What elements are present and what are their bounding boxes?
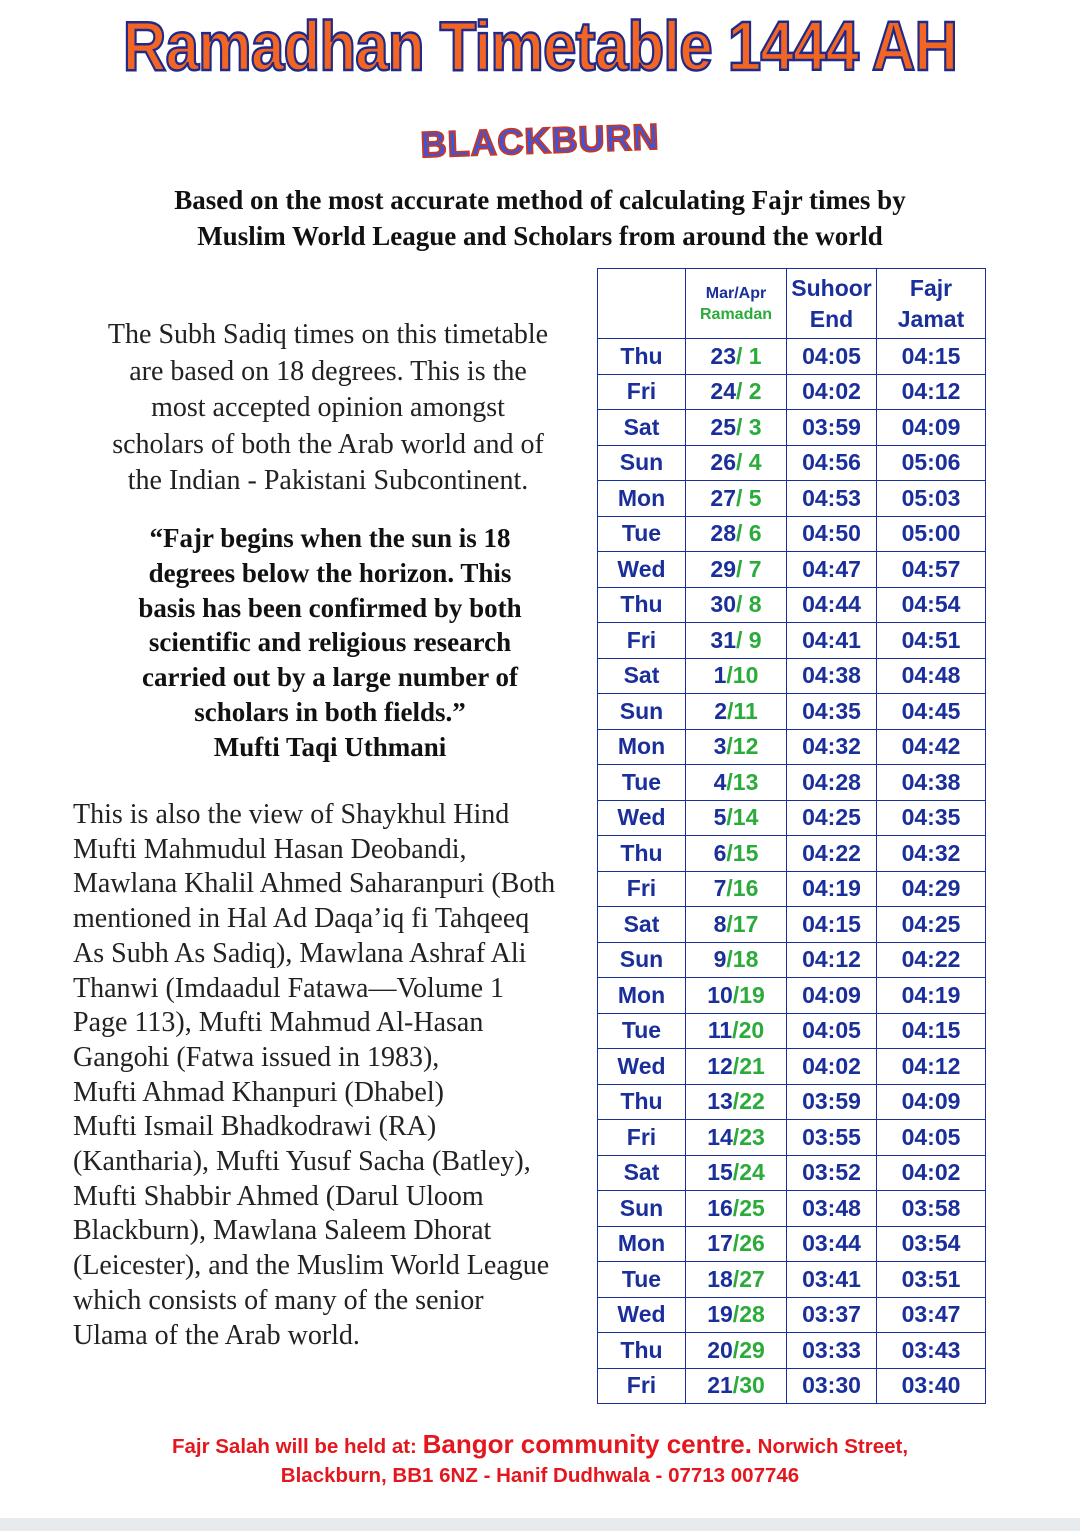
- date-separator: /: [736, 413, 743, 440]
- gregorian-date: 31: [710, 626, 736, 653]
- suhoor-end-cell: 03:55: [787, 1120, 877, 1156]
- suhoor-end-cell: 04:32: [787, 729, 877, 765]
- ramadan-day: 18: [732, 946, 759, 973]
- fajr-header: [877, 269, 986, 339]
- date-separator: /: [726, 804, 733, 831]
- ramadan-day: 28: [739, 1301, 765, 1328]
- date-cell: [686, 445, 787, 481]
- day-header: [598, 269, 686, 339]
- table-row: [598, 552, 986, 588]
- venue-name: Bangor community centre.: [422, 1429, 752, 1459]
- date-separator: /: [736, 449, 743, 476]
- suhoor-end-cell: 04:56: [787, 445, 877, 481]
- paragraph-line: The Subh Sadiq times on this timetable: [107, 319, 549, 350]
- paragraph-line: Gangohi (Fatwa issued in 1983),: [73, 1041, 440, 1073]
- table-row: [598, 978, 986, 1014]
- day-cell: Thu: [598, 1084, 686, 1120]
- ramadan-day: 9: [742, 626, 762, 653]
- date-separator: /: [726, 839, 733, 866]
- paragraph-line: Mufti Ismail Bhadkodrawi (RA): [73, 1111, 437, 1143]
- suhoor-end-cell: 04:53: [787, 481, 877, 517]
- footer-address-1: Norwich Street,: [751, 1435, 909, 1458]
- gregorian-date: 21: [707, 1372, 733, 1399]
- ramadan-day: 15: [732, 839, 759, 866]
- table-row: [598, 1049, 986, 1085]
- fajr-jamat-cell: 04:38: [877, 765, 986, 801]
- quote-line: carried out by a large number of: [142, 662, 518, 693]
- day-cell: Wed: [598, 1049, 686, 1085]
- date-separator: /: [726, 946, 733, 973]
- ramadan-day: 4: [742, 449, 762, 476]
- day-cell: Tue: [598, 1013, 686, 1049]
- date-separator: /: [726, 768, 733, 795]
- table-row: [598, 942, 986, 978]
- day-cell: Mon: [598, 978, 686, 1014]
- ramadan-day: 1: [742, 342, 762, 369]
- intro-line: Based on the most accurate method of calculating Fajr times by: [174, 185, 906, 215]
- suhoor-end-cell: 03:52: [787, 1155, 877, 1191]
- date-cell: [686, 481, 787, 517]
- gregorian-date: 3: [713, 733, 727, 760]
- table-row: [598, 694, 986, 730]
- suhoor-end-cell: 04:02: [787, 1049, 877, 1085]
- ramadan-day: 11: [733, 697, 758, 724]
- fajr-jamat-cell: 03:43: [877, 1333, 986, 1369]
- date-separator: /: [736, 555, 743, 582]
- date-cell: [686, 374, 787, 410]
- paragraph-line: As Subh As Sadiq), Mawlana Ashraf Ali: [73, 937, 527, 969]
- table-row: [598, 374, 986, 410]
- prayer-timetable: [597, 268, 986, 1404]
- fajr-jamat-cell: 05:06: [877, 445, 986, 481]
- table-row: [598, 1013, 986, 1049]
- quote-line: degrees below the horizon. This: [148, 557, 512, 588]
- day-cell: Fri: [598, 871, 686, 907]
- table-row: [598, 1333, 986, 1369]
- ramadan-day: 3: [742, 413, 762, 440]
- day-cell: Wed: [598, 800, 686, 836]
- suhoor-end-cell: 04:38: [787, 658, 877, 694]
- quote-line: “Fajr begins when the sun is 18: [149, 523, 511, 553]
- ramadan-day: 29: [739, 1336, 765, 1363]
- gregorian-date: 7: [713, 875, 727, 902]
- fajr-jamat-cell: 04:54: [877, 587, 986, 623]
- date-header-ramadan: Ramadan: [699, 305, 773, 323]
- suhoor-end-cell: 04:41: [787, 623, 877, 659]
- quote-author: Mufti Taqi Uthmani: [213, 731, 447, 762]
- gregorian-date: 26: [710, 449, 736, 476]
- gregorian-date: 15: [707, 1159, 733, 1186]
- suhoor-end-cell: 04:35: [787, 694, 877, 730]
- fajr-jamat-cell: 03:40: [877, 1368, 986, 1404]
- gregorian-date: 17: [707, 1230, 733, 1257]
- bottom-bar: [0, 1518, 1080, 1531]
- page-title: Ramadhan Timetable 1444 AH: [122, 7, 958, 85]
- ramadan-day: 20: [738, 1017, 765, 1044]
- gregorian-date: 8: [713, 910, 727, 937]
- table-row: [598, 481, 986, 517]
- table-row: [598, 1297, 986, 1333]
- date-separator: /: [726, 733, 733, 760]
- ramadan-day: 30: [739, 1372, 765, 1399]
- date-separator: /: [736, 484, 743, 511]
- day-cell: Fri: [598, 623, 686, 659]
- suhoor-end-cell: 04:09: [787, 978, 877, 1014]
- gregorian-date: 1: [713, 662, 727, 689]
- suhoor-end-cell: 04:12: [787, 942, 877, 978]
- table-row: [598, 765, 986, 801]
- table-row: [598, 658, 986, 694]
- day-cell: Sun: [598, 445, 686, 481]
- quote-line: scholars in both fields.”: [194, 696, 466, 727]
- paragraph-line: Page 113), Mufti Mahmud Al-Hasan: [73, 1007, 484, 1039]
- suhoor-end-cell: 04:44: [787, 587, 877, 623]
- day-cell: Thu: [598, 1333, 686, 1369]
- day-cell: Sat: [598, 658, 686, 694]
- fajr-jamat-cell: 04:09: [877, 410, 986, 446]
- paragraph-line: Mufti Mahmudul Hasan Deobandi,: [73, 833, 467, 865]
- footer-line-1: [0, 1430, 1080, 1461]
- table-row: [598, 623, 986, 659]
- date-cell: [686, 1368, 787, 1404]
- fajr-jamat-cell: 04:57: [877, 552, 986, 588]
- paragraph-line: Mufti Shabbir Ahmed (Darul Uloom: [73, 1180, 484, 1212]
- paragraph-line: Mufti Ahmad Khanpuri (Dhabel): [73, 1076, 444, 1108]
- suhoor-end-cell: 04:50: [787, 516, 877, 552]
- ramadan-day: 8: [742, 591, 762, 618]
- ramadan-day: 14: [732, 804, 759, 831]
- suhoor-end-cell: 04:15: [787, 907, 877, 943]
- gregorian-date: 14: [707, 1123, 733, 1150]
- date-cell: [686, 978, 787, 1014]
- day-cell: Wed: [598, 1297, 686, 1333]
- day-cell: Thu: [598, 339, 686, 375]
- date-cell: [686, 942, 787, 978]
- date-cell: [686, 1084, 787, 1120]
- paragraph-line: (Leicester), and the Muslim World League: [73, 1250, 550, 1282]
- gregorian-date: 24: [710, 378, 736, 405]
- gregorian-date: 30: [710, 591, 736, 618]
- day-cell: Sat: [598, 410, 686, 446]
- table-header-row: [598, 269, 986, 339]
- scholar-quote: [80, 521, 580, 765]
- day-cell: Thu: [598, 836, 686, 872]
- fajr-header-bottom: Jamat: [897, 305, 965, 332]
- gregorian-date: 6: [713, 839, 727, 866]
- ramadan-day: 23: [739, 1123, 765, 1150]
- day-cell: Mon: [598, 481, 686, 517]
- date-separator: /: [726, 910, 733, 937]
- fajr-jamat-cell: 04:05: [877, 1120, 986, 1156]
- table-row: [598, 1155, 986, 1191]
- paragraph-line: Blackburn), Mawlana Saleem Dhorat: [73, 1215, 492, 1247]
- gregorian-date: 19: [707, 1301, 733, 1328]
- table-row: [598, 729, 986, 765]
- suhoor-end-cell: 04:47: [787, 552, 877, 588]
- date-separator: /: [732, 1336, 740, 1363]
- suhoor-end-cell: 03:30: [787, 1368, 877, 1404]
- day-cell: Fri: [598, 1120, 686, 1156]
- fajr-jamat-cell: 04:12: [877, 1049, 986, 1085]
- date-separator: /: [732, 1372, 740, 1399]
- date-separator: /: [732, 1230, 740, 1257]
- gregorian-date: 10: [707, 981, 733, 1008]
- date-cell: [686, 623, 787, 659]
- gregorian-date: 13: [707, 1088, 733, 1115]
- day-cell: Tue: [598, 516, 686, 552]
- date-separator: /: [726, 662, 733, 689]
- date-separator: /: [732, 1194, 740, 1221]
- day-cell: Mon: [598, 1226, 686, 1262]
- paragraph-line: most accepted opinion amongst: [151, 392, 505, 423]
- gregorian-date: 18: [707, 1265, 733, 1292]
- paragraph-line: are based on 18 degrees. This is the: [129, 355, 527, 387]
- day-cell: Tue: [598, 1262, 686, 1298]
- date-separator: /: [736, 378, 743, 405]
- suhoor-header-bottom: End: [809, 305, 854, 332]
- ramadan-day: 16: [732, 875, 759, 902]
- fajr-jamat-cell: 04:25: [877, 907, 986, 943]
- day-cell: Fri: [598, 1368, 686, 1404]
- date-cell: [686, 339, 787, 375]
- date-cell: [686, 800, 787, 836]
- date-separator: /: [726, 875, 733, 902]
- day-cell: Sun: [598, 1191, 686, 1227]
- date-cell: [686, 1191, 787, 1227]
- date-separator: /: [727, 697, 734, 724]
- ramadan-day: 25: [739, 1194, 765, 1221]
- fajr-jamat-cell: 05:03: [877, 481, 986, 517]
- ramadan-day: 17: [732, 910, 759, 937]
- gregorian-date: 27: [710, 484, 736, 511]
- gregorian-date: 16: [707, 1194, 733, 1221]
- paragraph-line: which consists of many of the senior: [73, 1284, 484, 1316]
- gregorian-date: 29: [710, 555, 736, 582]
- suhoor-end-cell: 04:05: [787, 1013, 877, 1049]
- paragraph-line: scholars of both the Arab world and of: [112, 428, 544, 460]
- table-row: [598, 516, 986, 552]
- table-row: [598, 445, 986, 481]
- ramadan-day: 26: [739, 1230, 765, 1257]
- intro-text: [40, 182, 1040, 254]
- date-cell: [686, 410, 787, 446]
- suhoor-end-cell: 03:59: [787, 1084, 877, 1120]
- city-subtitle: BLACKBURN: [419, 115, 661, 166]
- table-row: [598, 339, 986, 375]
- fajr-jamat-cell: 04:29: [877, 871, 986, 907]
- date-separator: /: [736, 342, 743, 369]
- suhoor-end-cell: 03:41: [787, 1262, 877, 1298]
- date-separator: /: [732, 1017, 739, 1044]
- ramadan-day: 27: [739, 1265, 765, 1292]
- date-cell: [686, 1262, 787, 1298]
- date-cell: [686, 836, 787, 872]
- ramadan-day: 22: [739, 1088, 765, 1115]
- date-cell: [686, 1297, 787, 1333]
- date-separator: /: [732, 1123, 740, 1150]
- ramadan-day: 6: [742, 520, 762, 547]
- ramadan-day: 21: [739, 1052, 765, 1079]
- suhoor-header: [787, 269, 877, 339]
- suhoor-header-top: Suhoor: [791, 274, 872, 301]
- day-cell: Wed: [598, 552, 686, 588]
- footer-venue: [0, 1430, 1080, 1490]
- date-cell: [686, 694, 787, 730]
- day-cell: Thu: [598, 587, 686, 623]
- ramadan-day: 2: [742, 378, 762, 405]
- fajr-header-top: Fajr: [909, 274, 953, 301]
- ramadan-day: 19: [739, 981, 765, 1008]
- suhoor-end-cell: 04:28: [787, 765, 877, 801]
- fajr-jamat-cell: 03:54: [877, 1226, 986, 1262]
- fajr-jamat-cell: 03:47: [877, 1297, 986, 1333]
- date-separator: /: [732, 1301, 740, 1328]
- fajr-jamat-cell: 03:58: [877, 1191, 986, 1227]
- suhoor-end-cell: 03:44: [787, 1226, 877, 1262]
- date-cell: [686, 587, 787, 623]
- intro-line: Muslim World League and Scholars from around the world: [197, 221, 883, 251]
- date-cell: [686, 729, 787, 765]
- table-row: [598, 587, 986, 623]
- day-cell: Sun: [598, 942, 686, 978]
- table-row: [598, 1191, 986, 1227]
- gregorian-date: 2: [714, 697, 728, 724]
- gregorian-date: 11: [707, 1017, 733, 1044]
- gregorian-date: 5: [713, 804, 727, 831]
- date-cell: [686, 1120, 787, 1156]
- day-cell: Sat: [598, 907, 686, 943]
- fajr-jamat-cell: 04:51: [877, 623, 986, 659]
- date-cell: [686, 871, 787, 907]
- date-cell: [686, 907, 787, 943]
- fajr-jamat-cell: 04:02: [877, 1155, 986, 1191]
- table-row: [598, 1368, 986, 1404]
- footer-address-2: Blackburn, BB1 6NZ - Hanif Dudhwala - 07713 007746: [280, 1464, 800, 1487]
- date-separator: /: [732, 1088, 740, 1115]
- table-row: [598, 871, 986, 907]
- date-cell: [686, 1049, 787, 1085]
- paragraph-line: (Kantharia), Mufti Yusuf Sacha (Batley),: [73, 1146, 531, 1178]
- date-separator: /: [732, 1159, 740, 1186]
- fajr-jamat-cell: 04:42: [877, 729, 986, 765]
- gregorian-date: 25: [710, 413, 736, 440]
- fajr-jamat-cell: 04:22: [877, 942, 986, 978]
- quote-line: basis has been confirmed by both: [138, 592, 522, 623]
- date-cell: [686, 552, 787, 588]
- fajr-jamat-cell: 04:45: [877, 694, 986, 730]
- gregorian-date: 20: [707, 1336, 733, 1363]
- fajr-jamat-cell: 04:15: [877, 1013, 986, 1049]
- suhoor-end-cell: 03:37: [787, 1297, 877, 1333]
- suhoor-end-cell: 04:02: [787, 374, 877, 410]
- fajr-jamat-cell: 04:35: [877, 800, 986, 836]
- date-cell: [686, 1333, 787, 1369]
- gregorian-date: 9: [713, 946, 727, 973]
- date-cell: [686, 1013, 787, 1049]
- day-cell: Sun: [598, 694, 686, 730]
- day-cell: Fri: [598, 374, 686, 410]
- date-header-month: Mar/Apr: [705, 284, 767, 302]
- table-row: [598, 1262, 986, 1298]
- date-separator: /: [732, 1265, 740, 1292]
- paragraph-line: mentioned in Hal Ad Daqa’iq fi Tahqeeq: [73, 903, 530, 935]
- ramadan-day: 24: [739, 1159, 765, 1186]
- suhoor-end-cell: 04:05: [787, 339, 877, 375]
- table-row: [598, 907, 986, 943]
- ramadan-day: 7: [742, 555, 762, 582]
- scholars-view-paragraph: [73, 798, 593, 1353]
- table-row: [598, 836, 986, 872]
- paragraph-line: the Indian - Pakistani Subcontinent.: [127, 465, 529, 496]
- day-cell: Sat: [598, 1155, 686, 1191]
- date-cell: [686, 516, 787, 552]
- date-cell: [686, 765, 787, 801]
- ramadan-day: 12: [732, 733, 759, 760]
- day-cell: Mon: [598, 729, 686, 765]
- fajr-jamat-cell: 04:15: [877, 339, 986, 375]
- paragraph-line: This is also the view of Shaykhul Hind: [73, 799, 510, 830]
- gregorian-date: 28: [710, 520, 736, 547]
- fajr-jamat-cell: 05:00: [877, 516, 986, 552]
- fajr-jamat-cell: 04:09: [877, 1084, 986, 1120]
- suhoor-end-cell: 03:48: [787, 1191, 877, 1227]
- paragraph-line: Thanwi (Imdaadul Fatawa—Volume 1: [73, 972, 505, 1004]
- date-separator: /: [732, 1052, 740, 1079]
- date-separator: /: [736, 591, 743, 618]
- quote-line: scientific and religious research: [148, 627, 512, 658]
- suhoor-end-cell: 04:22: [787, 836, 877, 872]
- fajr-jamat-cell: 04:48: [877, 658, 986, 694]
- date-separator: /: [736, 626, 743, 653]
- fajr-jamat-cell: 04:19: [877, 978, 986, 1014]
- date-cell: [686, 1226, 787, 1262]
- fajr-jamat-cell: 04:32: [877, 836, 986, 872]
- suhoor-end-cell: 04:25: [787, 800, 877, 836]
- ramadan-day: 10: [732, 662, 759, 689]
- table-row: [598, 1084, 986, 1120]
- paragraph-line: Mawlana Khalil Ahmed Saharanpuri (Both: [73, 868, 556, 900]
- date-header: [686, 269, 787, 339]
- suhoor-end-cell: 03:33: [787, 1333, 877, 1369]
- ramadan-day: 13: [732, 768, 759, 795]
- suhoor-end-cell: 03:59: [787, 410, 877, 446]
- gregorian-date: 12: [707, 1052, 733, 1079]
- date-cell: [686, 1155, 787, 1191]
- fajr-jamat-cell: 03:51: [877, 1262, 986, 1298]
- paragraph-line: Ulama of the Arab world.: [73, 1319, 360, 1351]
- day-cell: Tue: [598, 765, 686, 801]
- subh-sadiq-paragraph: [66, 317, 590, 500]
- suhoor-end-cell: 04:19: [787, 871, 877, 907]
- date-cell: [686, 658, 787, 694]
- ramadan-day: 5: [742, 484, 762, 511]
- date-separator: /: [736, 520, 743, 547]
- gregorian-date: 4: [713, 768, 727, 795]
- table-row: [598, 800, 986, 836]
- gregorian-date: 23: [710, 342, 736, 369]
- date-separator: /: [732, 981, 740, 1008]
- table-row: [598, 1120, 986, 1156]
- table-row: [598, 410, 986, 446]
- footer-label: Fajr Salah will be held at:: [171, 1435, 423, 1458]
- fajr-jamat-cell: 04:12: [877, 374, 986, 410]
- table-row: [598, 1226, 986, 1262]
